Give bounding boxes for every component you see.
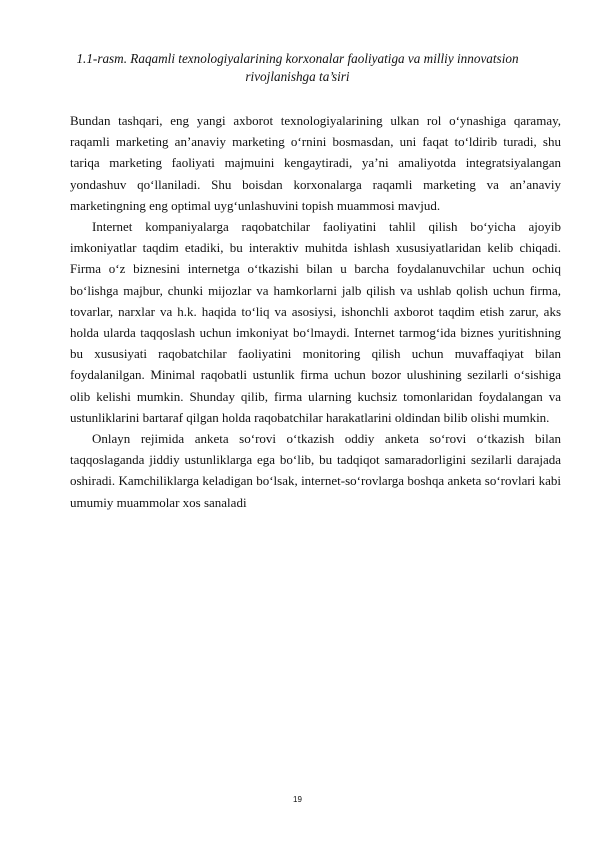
page-number: 19 (293, 795, 302, 804)
paragraph-1: Bundan tashqari, eng yangi axborot texnologiyalarining ulkan rol o‘ynashiga qaramay, raqamli marketing an’anaviy marketing o‘rnini bosmasdan, uni faqat to‘ldirib turadi, shu tariqa marketing faoliyati majmuini kengaytiradi, ya’ni amaliyotda integratsiyalangan yondashuv qo‘llaniladi. Shu boisdan korxonalarga raqamli marketing va an’anaviy marketingning eng optimal uyg‘unlashuvini topish muammosi mavjud. (70, 113, 561, 213)
body-text (70, 110, 561, 513)
paragraph-2: Internet kompaniyalarga raqobatchilar faoliyatini tahlil qilish bo‘yicha ajoyib imkoniyatlar taqdim etadiki, bu interaktiv muhitda ishlash xususiyatlaridan kelib chiqadi. Firma o‘z biznesini internetga o‘tkazishi bilan u barcha foydalanuvchilar uchun ochiq bo‘lishga majbur, chunki mijozlar va hamkorlarni jalb qilish va ushlab qolish uchun firma, tovarlar, narxlar va h.k. haqida to‘liq va asosiysi, ishonchli axborot taqdim etish zarur, aks holda ularda taqqoslash uchun imkoniyat bo‘lmaydi. Internet tarmog‘ida biznes yuritishning bu xususiyati raqobatchilar faoliyatini monitoring qilish uchun muvaffaqiyat bilan foydalanilgan. Minimal raqobatli ustunlik firma uchun bozor ulushining sezilarli o‘sishiga olib kelishi mumkin. Shunday qilib, firma ularning kuchsiz tomonlaridan foydalangan va ustunliklarini bartaraf qilgan holda raqobatchilar harakatlarini oldindan bilib olishi mumkin. (70, 219, 561, 425)
paragraph-3: Onlayn rejimida anketa so‘rovi o‘tkazish oddiy anketa so‘rovi o‘tkazish bilan taqqoslaganda jiddiy ustunliklarga ega bo‘lib, bu tadqiqot samaradorligini sezilarli darajada oshiradi. Kamchiliklarga keladigan bo‘lsak, internet-so‘rovlarga boshqa anketa so‘rovlari kabi umumiy muammolar xos sanaladi (70, 431, 561, 510)
figure-caption: 1.1-rasm. Raqamli texnologiyalarining korxonalar faoliyatiga va milliy innovatsion rivojlanishga ta’siri (76, 51, 519, 84)
